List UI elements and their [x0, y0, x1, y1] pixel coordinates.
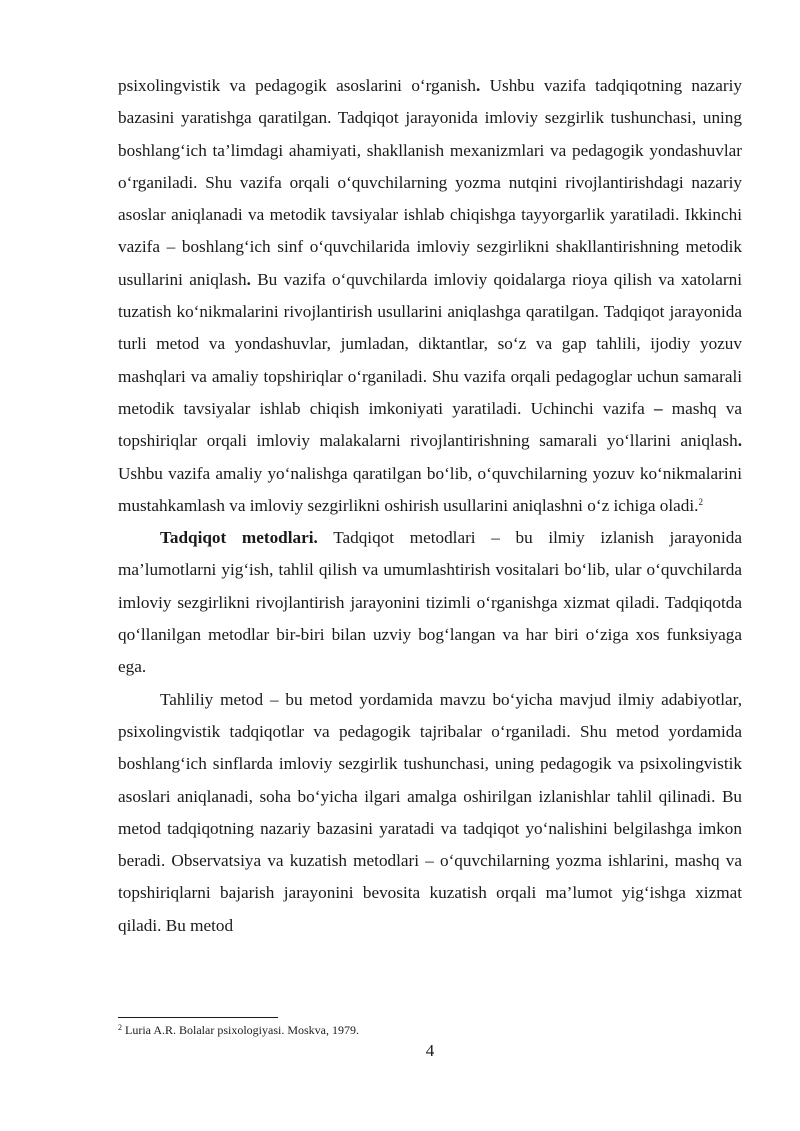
footnote — [118, 1023, 742, 1038]
bold-period: . — [475, 76, 481, 95]
footnote-separator — [118, 1017, 278, 1018]
paragraph-text: psixolingvistik va pedagogik asoslarini o‘rganish — [118, 76, 476, 95]
footnote-marker: 2 — [118, 1023, 122, 1032]
document-body — [118, 70, 742, 942]
page-number: 4 — [425, 1041, 435, 1060]
bold-period: . — [246, 269, 251, 289]
paragraph-text: Ushbu vazifa amaliy yo‘nalishga qaratilgan bo‘lib, o‘quvchilarning yozuv ko‘nikmalarini mustahkamlash va imloviy sezgirlikni oshirish usullarini aniqlashni o‘z ichiga oladi. — [118, 463, 742, 515]
paragraph-text: Bu vazifa o‘quvchilarda imloviy qoidalarga rioya qilish va xatolarni tuzatish ko‘nikmalarini rivojlantirish usullarini aniqlashga qaratilgan. Tadqiqot jarayonida turli metod va yondashuvlar, jumladan, diktantlar, so‘z va gap tahlili, ijodiy yozuv mashqlari va amaliy topshiriqlar o‘rganiladi. Shu vazifa orqali pedagoglar uchun samarali metodik tavsiyalar ishlab chiqish imkoniyati yaratiladi. Uchinchi vazifa — [118, 269, 743, 418]
section-heading: Tadqiqot metodlari. — [160, 528, 318, 548]
footnote-text: Luria A.R. Bolalar psixologiyasi. Moskva, 1979. — [122, 1023, 359, 1037]
paragraph-research-tasks — [118, 70, 742, 522]
paragraph-research-methods — [118, 522, 742, 683]
footnote-reference: 2 — [698, 496, 703, 507]
paragraph-text: Tadqiqot metodlari – bu ilmiy izlanish jarayonida ma’lumotlarni yig‘ish, tahlil qilish va umumlashtirish vositalari bo‘lib, ular o‘quvchilarda imloviy sezgirlikni rivojlantirish jarayonini tizimli o‘rganishga xizmat qiladi. Tadqiqotda qo‘llanilgan metodlar bir-biri bilan uzviy bog‘langan va har biri o‘ziga xos funksiyaga ega. — [118, 528, 743, 677]
bold-period: . — [737, 431, 742, 451]
paragraph-text: Tahliliy metod – bu metod yordamida mavzu bo‘yicha mavjud ilmiy adabiyotlar, psixolingvistik tadqiqotlar va pedagogik tajribalar o‘rganiladi. Shu metod yordamida boshlang‘ich sinflarda imloviy sezgirlik tushunchasi, uning pedagogik va psixolingvistik asoslari aniqlanadi, soha bo‘yicha ilgari amalga oshirilgan izlanishlar tahlil qilinadi. Bu metod tadqiqotning nazariy bazasini yaratadi va tadqiqot yo‘nalishini belgilashga imkon beradi. Observatsiya va kuzatish metodlari – o‘quvchilarning yozma ishlarini, mashq va topshiriqlarni bajarish jarayonini bevosita kuzatish orqali ma’lumot yig‘ishga xizmat qiladi. Bu metod — [118, 689, 742, 935]
paragraph-text: Ushbu vazifa tadqiqotning nazariy bazasini yaratishga qaratilgan. Tadqiqot jarayonida imloviy sezgirlik tushunchasi, uning boshlang‘ich ta’limdagi ahamiyati, shakllanish mexanizmlari va pedagogik yondashuvlar o‘rganiladi. Shu vazifa orqali o‘quvchilarning yozma nutqini rivojlantirishdagi nazariy asoslar aniqlanadi va metodik tavsiyalar ishlab chiqishga tayyorgarlik yaratiladi. Ikkinchi vazifa – boshlang‘ich sinf o‘quvchilarida imloviy sezgirlikni shakllantirishning metodik usullarini aniqlash — [118, 76, 742, 289]
bold-dash: – — [653, 398, 663, 418]
paragraph-analytical-method — [118, 684, 742, 942]
paragraph-text: mashq va topshiriqlar orqali imloviy malakalarni rivojlantirishning samarali yo‘llarini aniqlash — [118, 398, 742, 451]
